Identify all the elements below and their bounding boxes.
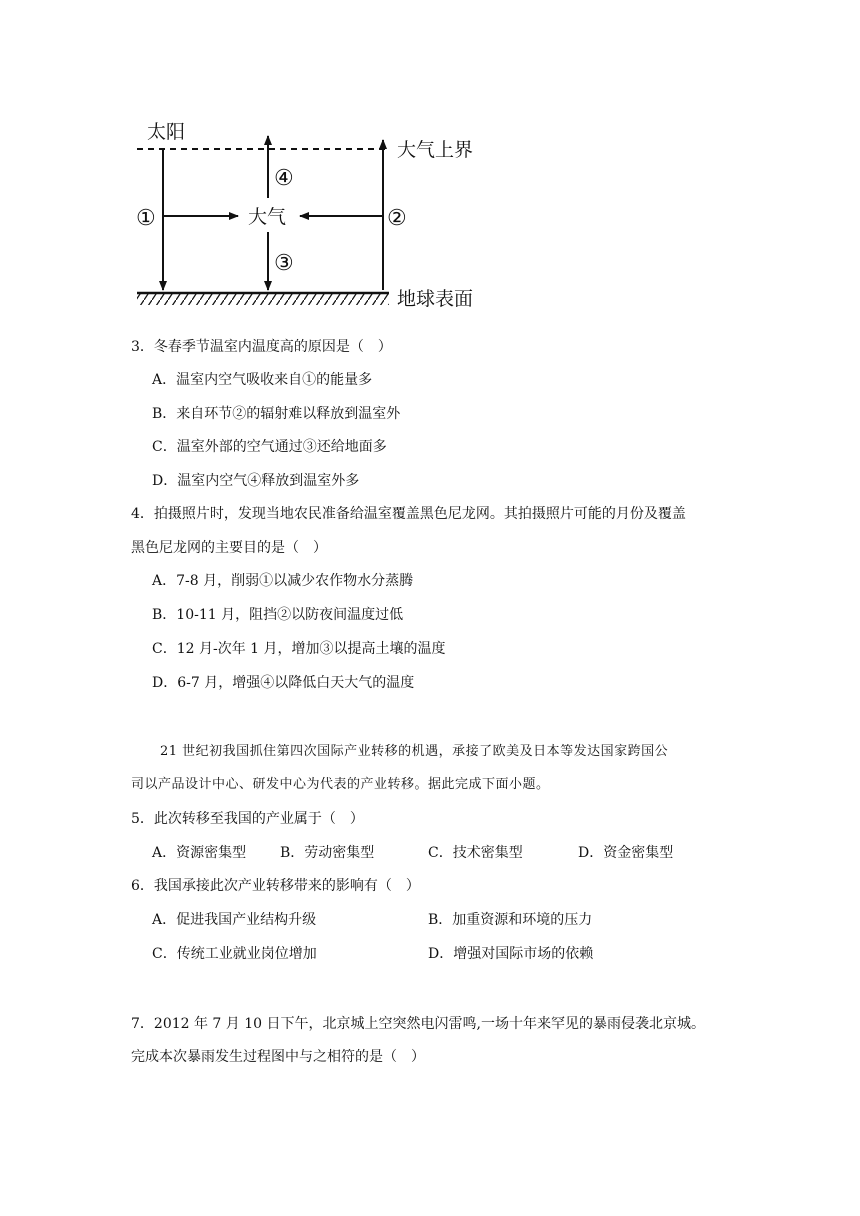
q3-option-d[interactable]: D．温室内空气④释放到温室外多	[152, 473, 360, 489]
q4-option-c[interactable]: C．12 月-次年 1 月，增加③以提高土壤的温度	[152, 641, 446, 657]
q6-option-c[interactable]: C．传统工业就业岗位增加	[152, 946, 317, 962]
q4-option-a[interactable]: A．7-8 月，削弱①以减少农作物水分蒸腾	[152, 573, 414, 589]
q6-option-b[interactable]: B．加重资源和环境的压力	[428, 912, 593, 928]
passage-line2: 司以产品设计中心、研发中心为代表的产业转移。据此完成下面小题。	[131, 777, 550, 792]
q7-stem-line2: 完成本次暴雨发生过程图中与之相符的是（ ）	[131, 1049, 425, 1065]
surface-label: 地球表面	[397, 288, 474, 310]
sun-label: 太阳	[147, 121, 186, 143]
q5-option-b[interactable]: B．劳动密集型	[280, 845, 375, 861]
atmosphere-top-label: 大气上界	[397, 139, 474, 161]
q3-option-b[interactable]: B．来自环节②的辐射难以释放到温室外	[152, 406, 401, 422]
q5-option-d[interactable]: D．资金密集型	[578, 845, 674, 861]
q3-option-c[interactable]: C．温室外部的空气通过③还给地面多	[152, 439, 387, 455]
atmosphere-label: 大气	[248, 206, 287, 228]
q6-stem: 6．我国承接此次产业转移带来的影响有（ ）	[131, 878, 420, 894]
q5-option-c[interactable]: C．技术密集型	[428, 845, 523, 861]
marker-2: ②	[387, 206, 407, 231]
q5-stem: 5．此次转移至我国的产业属于（ ）	[131, 811, 364, 827]
q4-stem-line2: 黑色尼龙网的主要目的是（ ）	[131, 540, 327, 556]
q6-option-d[interactable]: D．增强对国际市场的依赖	[428, 946, 594, 962]
marker-4: ④	[274, 166, 294, 191]
marker-1: ①	[136, 206, 156, 231]
atmosphere-heating-diagram	[0, 0, 860, 320]
q4-option-b[interactable]: B．10-11 月，阻挡②以防夜间温度过低	[152, 607, 404, 623]
q3-stem: 3．冬春季节温室内温度高的原因是（ ）	[131, 339, 392, 355]
ground-hatch	[137, 293, 389, 305]
marker-3: ③	[274, 251, 294, 276]
q4-stem-line1: 4．拍摄照片时，发现当地农民准备给温室覆盖黑色尼龙网。其拍摄照片可能的月份及覆盖	[131, 506, 686, 522]
q5-option-a[interactable]: A．资源密集型	[152, 845, 247, 861]
q3-option-a[interactable]: A．温室内空气吸收来自①的能量多	[152, 372, 373, 388]
q6-option-a[interactable]: A．促进我国产业结构升级	[152, 912, 317, 928]
passage-line1: 21 世纪初我国抓住第四次国际产业转移的机遇，承接了欧美及日本等发达国家跨国公	[160, 744, 669, 759]
q4-option-d[interactable]: D．6-7 月，增强④以降低白天大气的温度	[152, 675, 415, 691]
q7-stem-line1: 7．2012 年 7 月 10 日下午，北京城上空突然电闪雷鸣,一场十年来罕见的暴雨侵袭北京城。	[131, 1016, 705, 1032]
